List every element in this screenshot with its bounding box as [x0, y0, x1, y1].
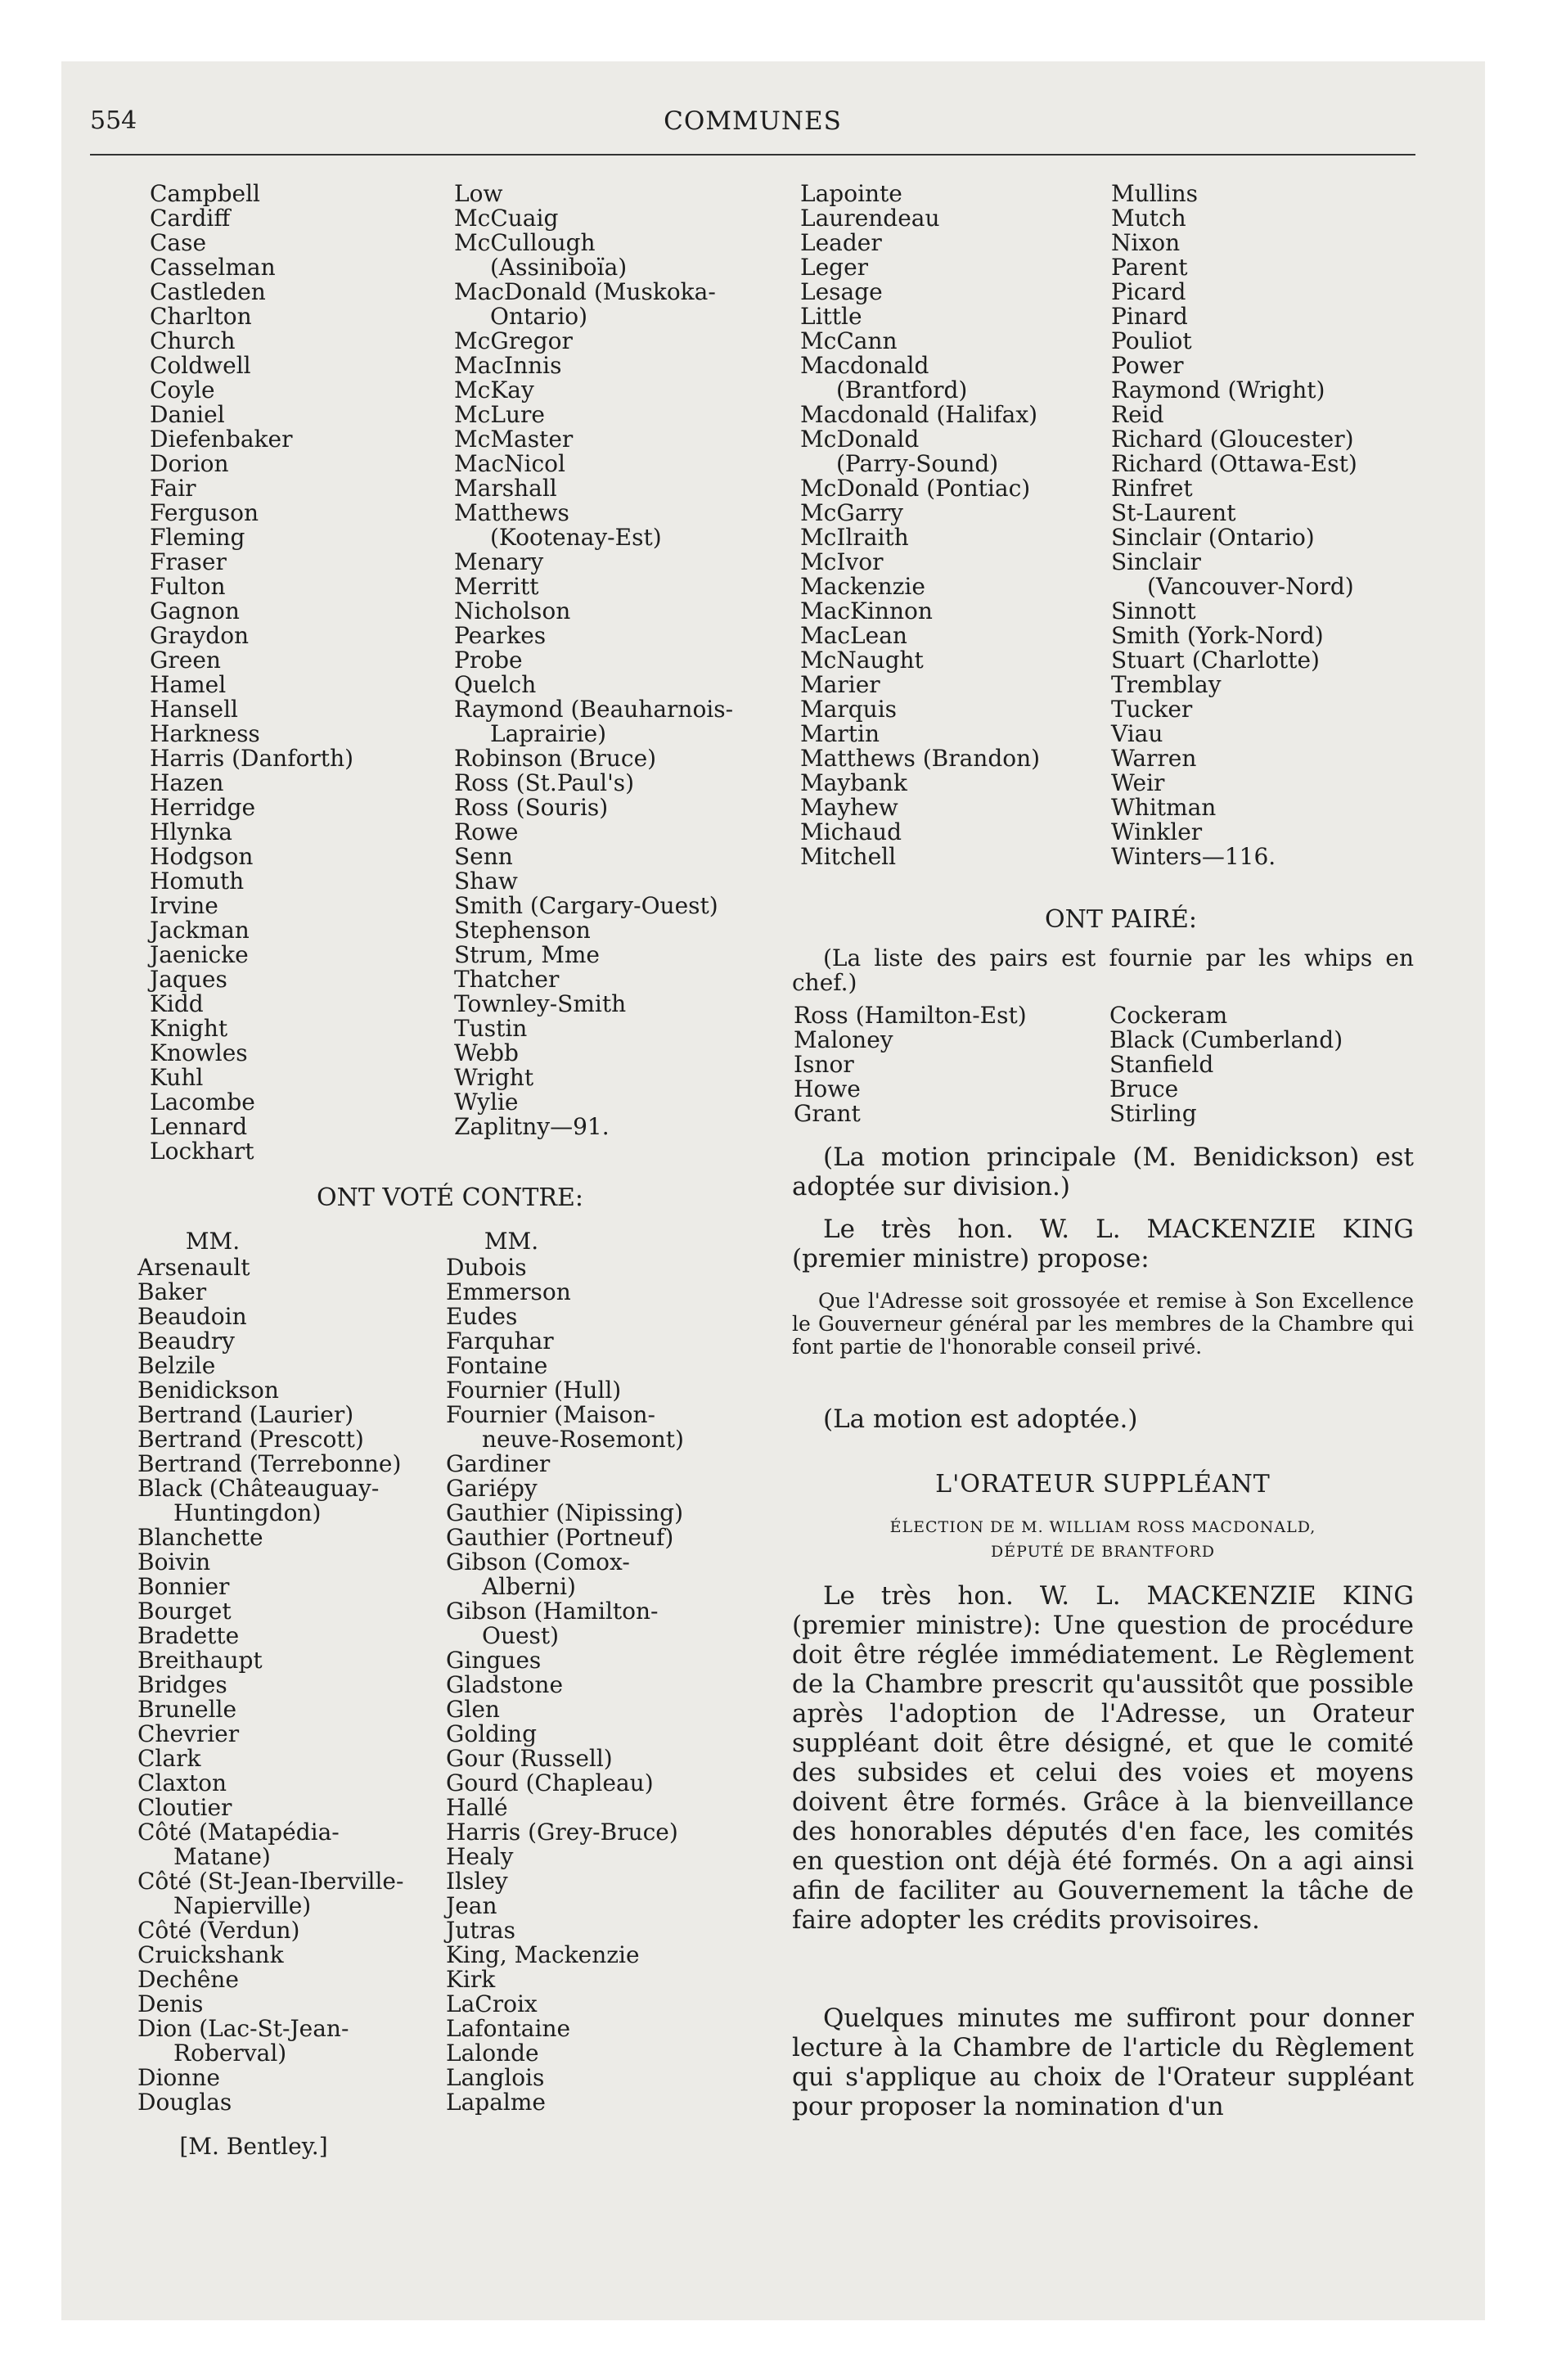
member-name: Clark [137, 1745, 201, 1772]
member-name: LaCroix [446, 1990, 538, 2017]
member-name: Herridge [150, 794, 256, 821]
member-name: McCullough [454, 229, 596, 256]
member-name: Stuart (Charlotte) [1111, 647, 1320, 674]
member-name: Harkness [150, 720, 260, 747]
member-name: Marshall [454, 475, 557, 502]
member-name: Harris (Grey-Bruce) [446, 1819, 678, 1846]
member-name: Benidickson [137, 1377, 279, 1404]
member-name: Graydon [150, 622, 250, 649]
speaker-footer: [M. Bentley.] [179, 2133, 328, 2160]
member-name: Kuhl [150, 1064, 204, 1091]
member-name: Little [800, 303, 862, 330]
member-name: Rinfret [1111, 475, 1193, 502]
member-name: Castleden [150, 278, 266, 305]
member-name: Ross (St.Paul's) [454, 769, 635, 796]
member-name: Lalonde [446, 2040, 539, 2067]
member-name: Howe [794, 1075, 861, 1102]
member-name: Zaplitny—91. [454, 1113, 610, 1140]
member-name: Stanfield [1109, 1051, 1214, 1078]
member-name: Cloutier [137, 1794, 232, 1821]
member-name: Bridges [137, 1671, 227, 1698]
member-name: Dechêne [137, 1966, 239, 1993]
member-name: Lennard [150, 1113, 248, 1140]
contre-col2 [446, 1255, 684, 2115]
king-proposes: Le très hon. W. L. MACKENZIE KING (premier ministre) propose: [792, 1215, 1414, 1273]
member-name: Gladstone [446, 1671, 564, 1698]
member-name: Richard (Ottawa-Est) [1111, 450, 1357, 477]
member-name: Winters—116. [1111, 843, 1276, 870]
member-name: Breithaupt [137, 1647, 263, 1674]
member-name: Quelch [454, 671, 537, 698]
member-name: Macdonald (Halifax) [800, 401, 1038, 428]
member-name: Dion (Lac-St-Jean- [137, 2015, 349, 2042]
member-name: Maloney [794, 1026, 893, 1053]
member-name: Daniel [150, 401, 225, 428]
paire-col2 [1109, 1003, 1343, 1126]
member-name: Pouliot [1111, 327, 1192, 354]
member-name: Hallé [446, 1794, 508, 1821]
member-name: Knowles [150, 1039, 248, 1066]
member-name: Dionne [137, 2064, 220, 2091]
member-name: Cardiff [150, 205, 231, 232]
member-name: Douglas [137, 2089, 232, 2116]
member-name: Hazen [150, 769, 224, 796]
member-name: Jutras [446, 1917, 515, 1944]
member-name: Merritt [454, 573, 539, 600]
page-header [90, 106, 1415, 156]
member-name: McLure [454, 401, 545, 428]
member-name: Bertrand (Terrebonne) [137, 1450, 402, 1477]
member-name: Warren [1111, 745, 1197, 772]
member-name: Gingues [446, 1647, 542, 1674]
member-name: Kidd [150, 990, 204, 1017]
member-name: Côté (Verdun) [137, 1917, 300, 1944]
member-name: Sinclair (Ontario) [1111, 524, 1315, 551]
member-name: Diefenbaker [150, 426, 293, 453]
member-name: Martin [800, 720, 880, 747]
member-name: Jackman [150, 917, 250, 944]
member-name: Ilsley [446, 1868, 508, 1895]
member-name: Robinson (Bruce) [454, 745, 657, 772]
member-name: Ross (Souris) [454, 794, 609, 821]
member-name: Fulton [150, 573, 226, 600]
member-name: Napierville) [173, 1892, 312, 1919]
paire-heading: ONT PAIRÉ: [1045, 905, 1197, 934]
member-name: Brunelle [137, 1696, 237, 1723]
member-name: Ontario) [490, 303, 588, 330]
member-name: Kirk [446, 1966, 496, 1993]
member-name: Eudes [446, 1303, 518, 1330]
member-name: Marier [800, 671, 880, 698]
member-name: Webb [454, 1039, 519, 1066]
member-name: Viau [1111, 720, 1163, 747]
member-name: Pinard [1111, 303, 1188, 330]
member-name: Dubois [446, 1254, 527, 1281]
member-name: Cockeram [1109, 1002, 1228, 1029]
member-name: McNaught [800, 647, 924, 674]
member-name: Irvine [150, 892, 218, 919]
member-name: Hamel [150, 671, 227, 698]
member-name: Knight [150, 1015, 228, 1042]
member-name: Ouest) [482, 1622, 560, 1649]
member-name: Pearkes [454, 622, 547, 649]
member-name: Charlton [150, 303, 252, 330]
member-name: Picard [1111, 278, 1186, 305]
member-name: Shaw [454, 868, 518, 895]
member-name: Laprairie) [490, 720, 607, 747]
member-name: Whitman [1111, 794, 1217, 821]
member-name: MacNicol [454, 450, 565, 477]
member-name: Healy [446, 1843, 514, 1870]
member-name: Low [454, 180, 503, 207]
resolution-text: Que l'Adresse soit grossoyée et remise à Son Excellence le Gouverneur général par les membres de la Chambre qui font partie de l'honorable conseil privé. [792, 1289, 1414, 1359]
member-name: McMaster [454, 426, 574, 453]
member-name: Fraser [150, 548, 227, 575]
subheading-line1: ÉLECTION DE M. WILLIAM ROSS MACDONALD, [889, 1518, 1316, 1536]
member-name: Tustin [454, 1015, 528, 1042]
right-top-col1 [800, 182, 1040, 869]
member-name: Probe [454, 647, 523, 674]
member-name: Thatcher [454, 966, 560, 993]
member-name: Jaenicke [150, 941, 249, 968]
member-name: Arsenault [137, 1254, 250, 1281]
member-name: Hlynka [150, 818, 232, 845]
member-name: McIvor [800, 548, 884, 575]
member-name: Claxton [137, 1769, 227, 1796]
member-name: Fair [150, 475, 196, 502]
member-name: Mullins [1111, 180, 1198, 207]
member-name: (Assiniboïa) [490, 254, 628, 281]
member-name: Marquis [800, 696, 898, 723]
member-name: Coyle [150, 376, 215, 403]
member-name: Menary [454, 548, 544, 575]
member-name: Sinnott [1111, 597, 1196, 624]
member-name: Campbell [150, 180, 260, 207]
member-name: McIlraith [800, 524, 909, 551]
speech-paragraph-2: Quelques minutes me suffiront pour donner lecture à la Chambre de l'article du Règlement qui s'applique au choix de l'Orateur suppléant pour proposer la nomination d'un [792, 2004, 1414, 2121]
member-name: Gour (Russell) [446, 1745, 613, 1772]
member-name: Tremblay [1111, 671, 1222, 698]
member-name: Fournier (Maison- [446, 1401, 655, 1428]
left-top-col2 [454, 182, 733, 1139]
member-name: Maybank [800, 769, 907, 796]
member-name: Fournier (Hull) [446, 1377, 622, 1404]
member-name: (Brantford) [836, 376, 968, 403]
member-name: Macdonald [800, 352, 929, 379]
member-name: Golding [446, 1720, 538, 1747]
member-name: Raymond (Wright) [1111, 376, 1325, 403]
member-name: Lesage [800, 278, 883, 305]
member-name: (Vancouver-Nord) [1147, 573, 1354, 600]
member-name: Matthews [454, 499, 569, 526]
member-name: Chevrier [137, 1720, 240, 1747]
member-name: (Kootenay-Est) [490, 524, 662, 551]
member-name: St-Laurent [1111, 499, 1236, 526]
member-name: Hansell [150, 696, 238, 723]
left-top-col1 [150, 182, 353, 1164]
member-name: Casselman [150, 254, 276, 281]
member-name: Gariépy [446, 1475, 538, 1502]
member-name: Bertrand (Laurier) [137, 1401, 354, 1428]
member-name: McKay [454, 376, 534, 403]
member-name: King, Mackenzie [446, 1941, 640, 1968]
member-name: Cruickshank [137, 1941, 284, 1968]
member-name: MacInnis [454, 352, 562, 379]
member-name: Nicholson [454, 597, 571, 624]
member-name: Gardiner [446, 1450, 551, 1477]
member-name: Case [150, 229, 207, 256]
member-name: Mitchell [800, 843, 897, 870]
member-name: Gourd (Chapleau) [446, 1769, 654, 1796]
member-name: Gibson (Comox- [446, 1548, 630, 1575]
member-name: neuve-Rosemont) [482, 1426, 684, 1453]
member-name: Lapalme [446, 2089, 546, 2116]
member-name: Michaud [800, 818, 902, 845]
member-name: Bruce [1109, 1075, 1179, 1102]
member-name: Reid [1111, 401, 1164, 428]
member-name: Mutch [1111, 205, 1186, 232]
motion-adopted: (La motion est adoptée.) [823, 1404, 1138, 1434]
member-name: Alberni) [482, 1573, 576, 1600]
member-name: Hodgson [150, 843, 254, 870]
member-name: Emmerson [446, 1278, 571, 1305]
member-name: Winkler [1111, 818, 1203, 845]
paire-col1 [794, 1003, 1027, 1126]
page-number: 554 [90, 106, 137, 135]
member-name: Grant [794, 1100, 861, 1127]
member-name: Glen [446, 1696, 500, 1723]
header-rule [90, 154, 1415, 156]
member-name: Weir [1111, 769, 1165, 796]
member-name: McDonald [800, 426, 920, 453]
member-name: MacDonald (Muskoka- [454, 278, 716, 305]
member-name: Bourget [137, 1598, 232, 1625]
member-name: Bonnier [137, 1573, 230, 1600]
member-name: Smith (Cargary-Ouest) [454, 892, 718, 919]
member-name: MacKinnon [800, 597, 933, 624]
member-name: Gauthier (Nipissing) [446, 1499, 684, 1526]
member-name: Raymond (Beauharnois- [454, 696, 734, 723]
member-name: Ross (Hamilton-Est) [794, 1002, 1027, 1029]
member-name: McGregor [454, 327, 573, 354]
member-name: MacLean [800, 622, 907, 649]
member-name: Nixon [1111, 229, 1181, 256]
member-name: Lockhart [150, 1138, 254, 1165]
member-name: Denis [137, 1990, 204, 2017]
member-name: Fontaine [446, 1352, 548, 1379]
member-name: Ferguson [150, 499, 259, 526]
member-name: Dorion [150, 450, 229, 477]
member-name: Jean [446, 1892, 497, 1919]
member-name: Jaques [150, 966, 227, 993]
member-name: Laurendeau [800, 205, 940, 232]
member-name: Tucker [1111, 696, 1193, 723]
member-name: Mayhew [800, 794, 898, 821]
member-name: (Parry-Sound) [836, 450, 999, 477]
member-name: Harris (Danforth) [150, 745, 354, 772]
member-name: Rowe [454, 818, 519, 845]
member-name: Gagnon [150, 597, 240, 624]
member-name: Roberval) [173, 2040, 287, 2067]
contre-heading: ONT VOTÉ CONTRE: [317, 1183, 583, 1212]
member-name: Green [150, 647, 221, 674]
member-name: McCann [800, 327, 898, 354]
member-name: Wylie [454, 1089, 519, 1116]
member-name: McGarry [800, 499, 903, 526]
member-name: Boivin [137, 1548, 211, 1575]
member-name: Coldwell [150, 352, 251, 379]
member-name: Farquhar [446, 1327, 554, 1355]
member-name: Belzile [137, 1352, 216, 1379]
member-name: Matthews (Brandon) [800, 745, 1041, 772]
member-name: Strum, Mme [454, 941, 600, 968]
member-name: Richard (Gloucester) [1111, 426, 1354, 453]
member-name: Townley-Smith [454, 990, 627, 1017]
member-name: Parent [1111, 254, 1188, 281]
member-name: Wright [454, 1064, 534, 1091]
member-name: Stephenson [454, 917, 591, 944]
right-top-col2 [1111, 182, 1357, 869]
member-name: Senn [454, 843, 513, 870]
member-name: Leger [800, 254, 869, 281]
page-title: COMMUNES [664, 106, 842, 136]
member-name: Church [150, 327, 236, 354]
member-name: Langlois [446, 2064, 545, 2091]
contre-col1 [137, 1255, 403, 2115]
member-name: Fleming [150, 524, 245, 551]
member-name: Homuth [150, 868, 245, 895]
section-heading: L'ORATEUR SUPPLÉANT [935, 1470, 1271, 1499]
subheading-line2: DÉPUTÉ DE BRANTFORD [991, 1543, 1215, 1561]
member-name: Lafontaine [446, 2015, 571, 2042]
member-name: Sinclair [1111, 548, 1201, 575]
paire-note: (La liste des pairs est fournie par les whips en chef.) [792, 944, 1414, 996]
member-name: McCuaig [454, 205, 559, 232]
member-name: Lacombe [150, 1089, 255, 1116]
member-name: Bradette [137, 1622, 240, 1649]
member-name: Stirling [1109, 1100, 1197, 1127]
member-name: Baker [137, 1278, 207, 1305]
member-name: Huntingdon) [173, 1499, 322, 1526]
member-name: Black (Cumberland) [1109, 1026, 1343, 1053]
member-name: Blanchette [137, 1524, 263, 1551]
member-name: Gibson (Hamilton- [446, 1598, 659, 1625]
member-name: Gauthier (Portneuf) [446, 1524, 674, 1551]
member-name: McDonald (Pontiac) [800, 475, 1031, 502]
mm-label-2: MM. [484, 1228, 539, 1255]
member-name: Côté (St-Jean-Iberville- [137, 1868, 404, 1895]
mm-label-1: MM. [185, 1228, 241, 1255]
motion-adopted-division: (La motion principale (M. Benidickson) est adoptée sur division.) [792, 1143, 1414, 1201]
member-name: Matane) [173, 1843, 271, 1870]
member-name: Beaudry [137, 1327, 235, 1355]
member-name: Côté (Matapédia- [137, 1819, 340, 1846]
member-name: Lapointe [800, 180, 902, 207]
member-name: Power [1111, 352, 1184, 379]
member-name: Smith (York-Nord) [1111, 622, 1324, 649]
member-name: Mackenzie [800, 573, 925, 600]
speech-paragraph-1: Le très hon. W. L. MACKENZIE KING (premier ministre): Une question de procédure doit être réglée immédiatement. Le Règlement de la Chambre prescrit qu'aussitôt que possible après l'adoption de l'Adresse, un Orateur suppléant doit être désigné, et que le comité des subsides et celui des voies et moyens doivent être formés. Grâce à la bienveillance des honorables députés d'en face, les comités en question ont déjà été formés. On a agi ainsi afin de faciliter au Gouvernement la tâche de faire adopter les crédits provisoires. [792, 1581, 1414, 1935]
member-name: Leader [800, 229, 882, 256]
member-name: Bertrand (Prescott) [137, 1426, 364, 1453]
member-name: Black (Châteauguay- [137, 1475, 380, 1502]
member-name: Isnor [794, 1051, 854, 1078]
member-name: Beaudoin [137, 1303, 247, 1330]
